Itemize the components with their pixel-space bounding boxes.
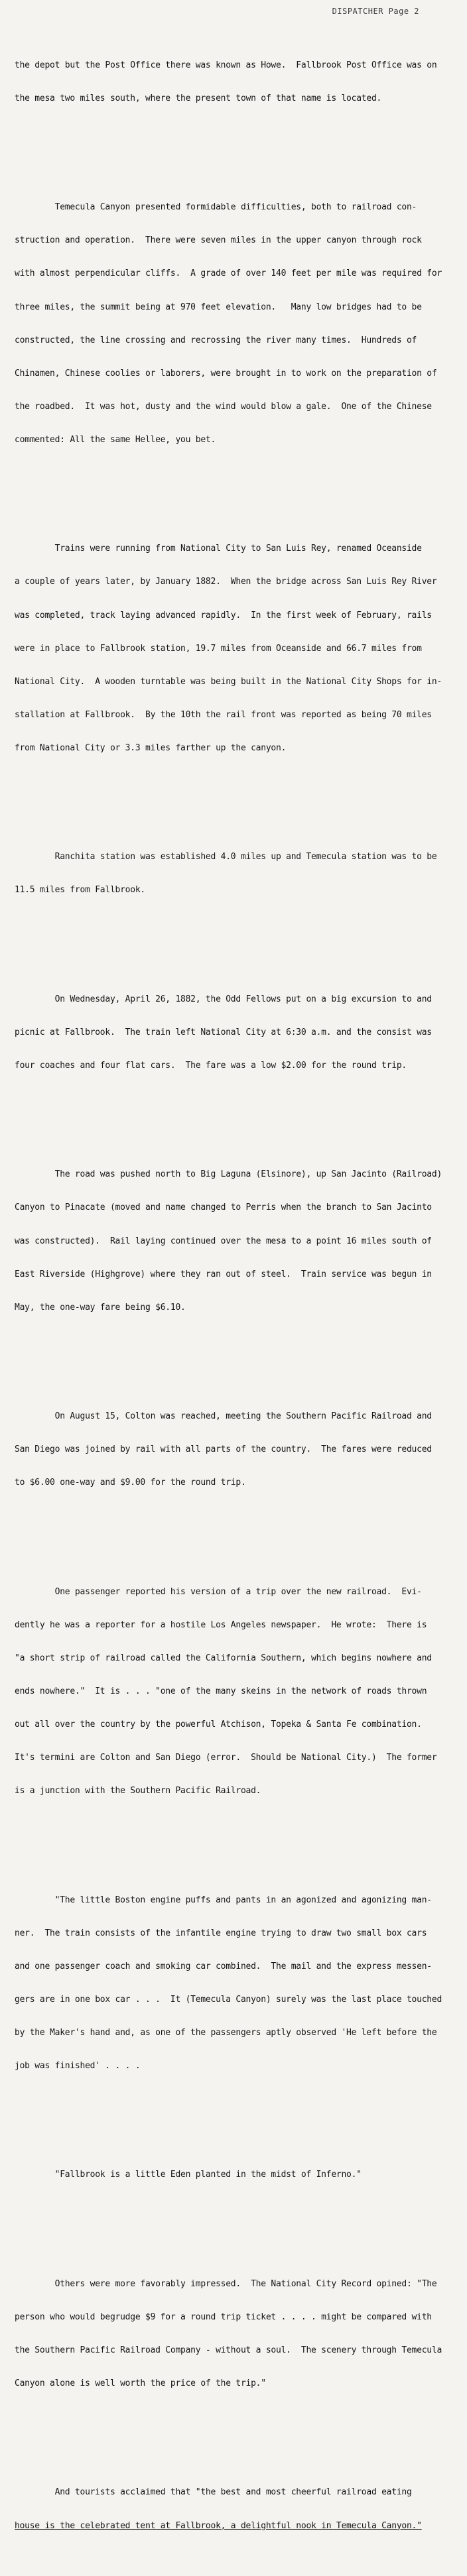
paragraph-7 — [15, 1389, 460, 1511]
text-line: The road was pushed north to Big Laguna (Elsinore), up San Jacinto (Railroad) — [15, 1169, 442, 1180]
text-line: Canyon to Pinacate (moved and name changed to Perris when the branch to San Jacinto — [15, 1202, 432, 1213]
text-line: the mesa two miles south, where the present town of that name is located. — [15, 93, 382, 103]
text-line: "Fallbrook is a little Eden planted in the midst of Inferno." — [15, 2170, 362, 2180]
text-line: to $6.00 one-way and $9.00 for the round trip. — [15, 1478, 246, 1488]
paragraph-11 — [15, 2256, 460, 2412]
text-line: gers are in one box car . . . It (Temecula Canyon) surely was the last place touched — [15, 1994, 442, 2005]
text-line: Chinamen, Chinese coolies or laborers, were brought in to work on the preparation of — [15, 368, 437, 379]
text-line: a couple of years later, by January 1882. When the bridge across San Luis Rey River — [15, 577, 437, 587]
paragraph-5 — [15, 972, 460, 1094]
text-line: struction and operation. There were seven miles in the upper canyon through rock — [15, 235, 422, 246]
text-line: One passenger reported his version of a trip over the new railroad. Evi- — [15, 1586, 422, 1597]
text-line: "The little Boston engine puffs and pants in an agonized and agonizing man- — [15, 1895, 432, 1905]
text-line: ner. The train consists of the infantile engine trying to draw two small box cars — [15, 1928, 427, 1938]
text-line: Canyon alone is well worth the price of the trip." — [15, 2378, 266, 2389]
paragraph-10 — [15, 2148, 460, 2203]
text-line: was completed, track laying advanced rapidly. In the first week of February, rails — [15, 610, 432, 620]
text-line: It's termini are Colton and San Diego (error. Should be National City.) The former — [15, 1753, 437, 1763]
text-line: Others were more favorably impressed. The National City Record opined: "The — [15, 2278, 437, 2289]
text-line: constructed, the line crossing and recrossing the river many times. Hundreds of — [15, 335, 417, 345]
text-line: is a junction with the Southern Pacific Railroad. — [15, 1786, 261, 1796]
text-line: person who would begrudge $9 for a round trip ticket . . . . might be compared with — [15, 2312, 432, 2322]
text-line: ends nowhere." It is . . . "one of the many skeins in the network of roads thrown — [15, 1686, 427, 1696]
text-line: from National City or 3.3 miles farther up the canyon. — [15, 743, 287, 753]
text-line: the depot but the Post Office there was known as Howe. Fallbrook Post Office was on — [15, 60, 437, 70]
text-line: were in place to Fallbrook station, 19.7 miles from Oceanside and 66.7 miles from — [15, 643, 422, 654]
text-line: dently he was a reporter for a hostile Los Angeles newspaper. He wrote: There is — [15, 1619, 427, 1630]
paragraph-1 — [15, 38, 460, 127]
text-line: stallation at Fallbrook. By the 10th the rail front was reported as being 70 miles — [15, 709, 432, 720]
paragraph-6 — [15, 1147, 460, 1336]
paragraph-8 — [15, 1564, 460, 1819]
text-line: and one passenger coach and smoking car combined. The mail and the express messen- — [15, 1961, 432, 1971]
text-line: On August 15, Colton was reached, meeting the Southern Pacific Railroad and — [15, 1411, 432, 1422]
paragraph-2 — [15, 180, 460, 468]
text-line: "a short strip of railroad called the California Southern, which begins nowhere and — [15, 1653, 432, 1663]
text-line: four coaches and four flat cars. The fare was a low $2.00 for the round trip. — [15, 1060, 407, 1071]
text-line: house is the celebrated tent at Fallbrook, a delightful nook in Temecula Canyon." — [15, 2520, 422, 2531]
text-line: Ranchita station was established 4.0 miles up and Temecula station was to be — [15, 852, 437, 862]
text-line: commented: All the same Hellee, you bet. — [15, 435, 216, 445]
text-line: Trains were running from National City to San Luis Rey, renamed Oceanside — [15, 544, 422, 554]
text-line: On Wednesday, April 26, 1882, the Odd Fellows put on a big excursion to and — [15, 994, 432, 1004]
paragraph-12 — [15, 2465, 460, 2554]
text-line: Temecula Canyon presented formidable difficulties, both to railroad con- — [15, 202, 417, 213]
text-line: was constructed). Rail laying continued over the mesa to a point 16 miles south of — [15, 1236, 432, 1246]
text-line: National City. A wooden turntable was being built in the National City Shops for in- — [15, 676, 442, 687]
text-line: 11.5 miles from Fallbrook. — [15, 885, 145, 896]
page-header: DISPATCHER Page 2 — [332, 7, 419, 16]
text-line: And tourists acclaimed that "the best and most cheerful railroad eating — [15, 2487, 412, 2498]
text-line: by the Maker's hand and, as one of the passengers aptly observed 'He left before the — [15, 2028, 437, 2038]
text-line: the roadbed. It was hot, dusty and the wind would blow a gale. One of the Chinese — [15, 401, 432, 412]
text-line: May, the one-way fare being $6.10. — [15, 1302, 186, 1313]
text-line: picnic at Fallbrook. The train left National City at 6:30 a.m. and the consist was — [15, 1027, 432, 1037]
text-line: the Southern Pacific Railroad Company - without a soul. The scenery through Temecula — [15, 2345, 442, 2356]
paragraph-3 — [15, 522, 460, 776]
paragraph-4 — [15, 830, 460, 919]
text-line: with almost perpendicular cliffs. A grade of over 140 feet per mile was required for — [15, 268, 442, 279]
text-line: San Diego was joined by rail with all parts of the country. The fares were reduced — [15, 1444, 432, 1455]
text-line: job was finished' . . . . — [15, 2061, 141, 2072]
article-body — [15, 16, 460, 2576]
text-line: three miles, the summit being at 970 feet elevation. Many low bridges had to be — [15, 302, 422, 312]
text-line: out all over the country by the powerful Atchison, Topeka & Santa Fe combination. — [15, 1720, 422, 1730]
paragraph-9 — [15, 1873, 460, 2094]
text-line: East Riverside (Highgrove) where they ran out of steel. Train service was begun in — [15, 1269, 432, 1279]
